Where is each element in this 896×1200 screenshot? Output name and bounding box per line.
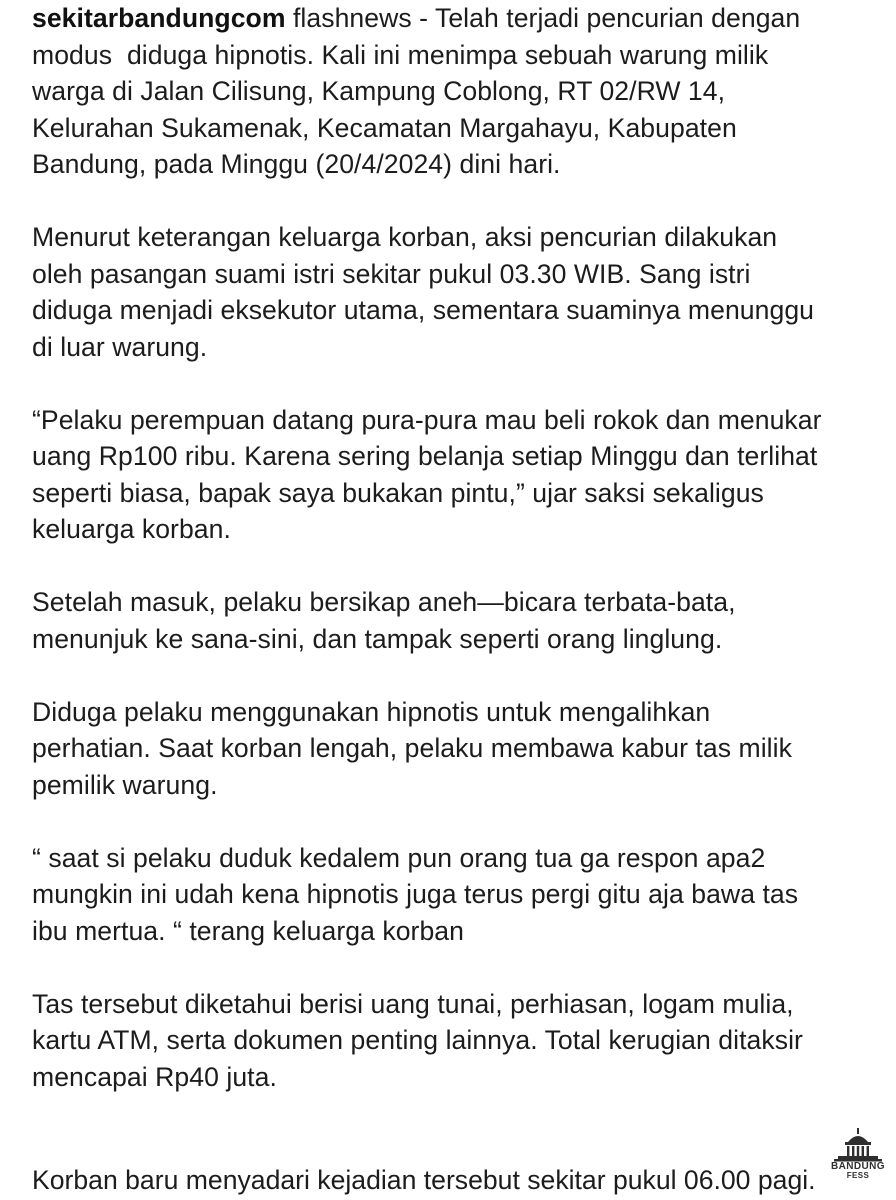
article-line: seperti biasa, bapak saya bukakan pintu,” ujar saksi sekaligus: [32, 477, 764, 508]
article-line: pemilik warung.: [32, 769, 218, 800]
paragraph-4: [32, 584, 882, 657]
bandung-fess-watermark: [828, 1126, 888, 1186]
lead-text: flashnews - Telah terjadi pencurian dengan: [285, 3, 801, 33]
article-line: di luar warung.: [32, 331, 208, 362]
watermark-text-primary: BANDUNG: [831, 1161, 885, 1172]
article-line: [32, 0, 882, 37]
article-line: Setelah masuk, pelaku bersikap aneh—bicara terbata-bata,: [32, 587, 736, 617]
article-line: menunjuk ke sana-sini, dan tampak seperti orang linglung.: [32, 623, 723, 654]
article-line: kartu ATM, serta dokumen penting lainnya. Total kerugian ditaksir: [32, 1025, 803, 1055]
article-line: ibu mertua. “ terang keluarga korban: [32, 915, 464, 946]
building-dome-icon: [828, 1126, 888, 1164]
article-line: “ saat si pelaku duduk kedalem pun orang tua ga respon apa2: [32, 842, 766, 873]
article-line: warga di Jalan Cilisung, Kampung Coblong, RT 02/RW 14,: [32, 76, 726, 106]
paragraph-5: [32, 694, 882, 804]
article-line: Tas tersebut diketahui berisi uang tunai, perhiasan, logam mulia,: [32, 988, 794, 1019]
article-line: oleh pasangan suami istri sekitar pukul 03.30 WIB. Sang istri: [32, 258, 751, 289]
article-line: mencapai Rp40 juta.: [32, 1061, 277, 1092]
article-line: modus diduga hipnotis. Kali ini menimpa sebuah warung milik: [32, 39, 769, 70]
article-line: keluarga korban.: [32, 514, 231, 544]
article-line: diduga menjadi eksekutor utama, sementara suaminya menunggu: [32, 295, 815, 325]
article-line: Menurut keterangan keluarga korban, aksi pencurian dilakukan: [32, 222, 778, 252]
paragraph-8-cut-line: Korban baru menyadari kejadian tersebut sekitar pukul 06.00 pagi.: [32, 1165, 816, 1195]
watermark-text-secondary: FESS: [846, 1171, 870, 1180]
paragraph-1: [32, 0, 882, 183]
paragraph-3: [32, 402, 882, 548]
article-line: “Pelaku perempuan datang pura-pura mau beli rokok dan menukar: [32, 404, 822, 435]
paragraph-6: [32, 840, 882, 950]
article-body: [32, 0, 882, 1132]
article-line: mungkin ini udah kena hipnotis juga terus pergi gitu aja bawa tas: [32, 879, 799, 909]
source-name: sekitarbandungcom: [32, 3, 286, 33]
article-line: perhatian. Saat korban lengah, pelaku membawa kabur tas milik: [32, 733, 792, 763]
paragraph-7: [32, 986, 882, 1096]
article-line: Diduga pelaku menggunakan hipnotis untuk mengalihkan: [32, 696, 711, 727]
article-line: Bandung, pada Minggu (20/4/2024) dini hari.: [32, 149, 561, 179]
paragraph-2: [32, 219, 882, 365]
article-line: Kelurahan Sukamenak, Kecamatan Margahayu, Kabupaten: [32, 112, 737, 143]
article-line: uang Rp100 ribu. Karena sering belanja setiap Minggu dan terlihat: [32, 441, 818, 471]
